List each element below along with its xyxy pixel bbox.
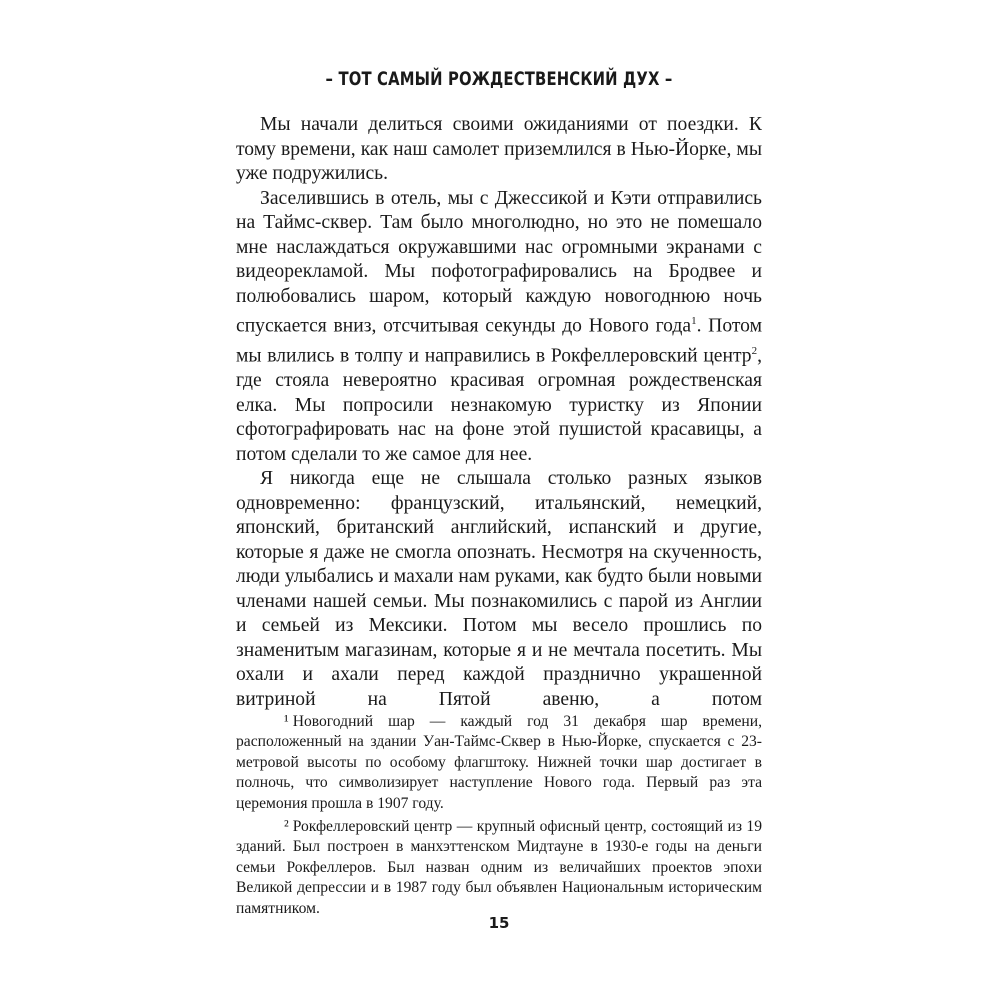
page-number: 15 bbox=[488, 914, 510, 932]
footnote-1 bbox=[236, 712, 762, 814]
paragraph-2-part-b: . Потом мы влились в толпу и направились в Рокфеллеровский центр bbox=[236, 315, 762, 367]
paragraph-2-part-a: Заселившись в отель, мы с Джессикой и Кэти отправились на Таймс-сквер. Там было многолюдно, но это не помешало мне наслаждаться окружавшими нас огромными экранами с видеорекламой. Мы пофотографировались на Бродвее и полюбовались шаром, который каждую новогоднюю ночь спускается вниз, отсчитывая секунды до Нового года bbox=[236, 187, 762, 337]
footnote-2-text: Рокфеллеровский центр — крупный офисный центр, состоящий из 19 зданий. Был построен в манхэттенском Мидтауне в 1930-е годы на деньги семьи Рокфеллеров. Был назван одним из величайших проектов эпохи Великой депрессии и в 1987 году был объявлен Национальным историческим памятником. bbox=[236, 818, 762, 917]
footnotes bbox=[236, 712, 762, 922]
main-text bbox=[236, 113, 762, 712]
footnote-1-text: Новогодний шар — каждый год 31 декабря шар времени, расположенный на здании Уан-Таймс-Сквер в Нью-Йорке, спускается с 23-метровой высоты по особому флагштоку. Нижней точки шар достигает в полночь, что символизирует наступление Нового года. Первый раз эта церемония прошла в 1907 году. bbox=[236, 713, 762, 812]
footnote-ref-1: 1 bbox=[691, 315, 697, 327]
footnote-ref-2: 2 bbox=[751, 345, 758, 358]
paragraph-3: Я никогда еще не слышала столько разных языков одновременно: французский, итальянский, немецкий, японский, британский английский, испанский и другие, которые я даже не смогла опознать. Несмотря на скученность, люди улыбались и махали нам руками, как будто были новыми членами нашей семьи. Мы познакомились с парой из Англии и семьей из Мексики. Потом мы весело прошлись по знаменитым магазинам, которые я и не мечтала посетить. Мы охали и ахали перед каждой празднично украшенной витриной на Пятой авеню, а потом bbox=[236, 468, 762, 710]
paragraph-1: Мы начали делиться своими ожиданиями от поездки. К тому времени, как наш самолет приземлился в Нью-Йорке, мы уже подружились. bbox=[236, 114, 762, 184]
footnote-1-marker: ¹ bbox=[284, 713, 289, 730]
paragraph-2-part-c: , где стояла невероятно красивая огромная рождественская елка. Мы попросили незнакомую туристку из Японии сфотографировать нас на фоне этой пушистой красавицы, а потом сделали то же самое для нее. bbox=[236, 345, 762, 465]
footnote-2-marker: ² bbox=[284, 818, 289, 836]
running-title: – ТОТ САМЫЙ РОЖДЕСТВЕНСКИЙ ДУХ – bbox=[325, 68, 673, 90]
footnote-2 bbox=[236, 817, 762, 919]
paragraph-2 bbox=[236, 187, 762, 468]
